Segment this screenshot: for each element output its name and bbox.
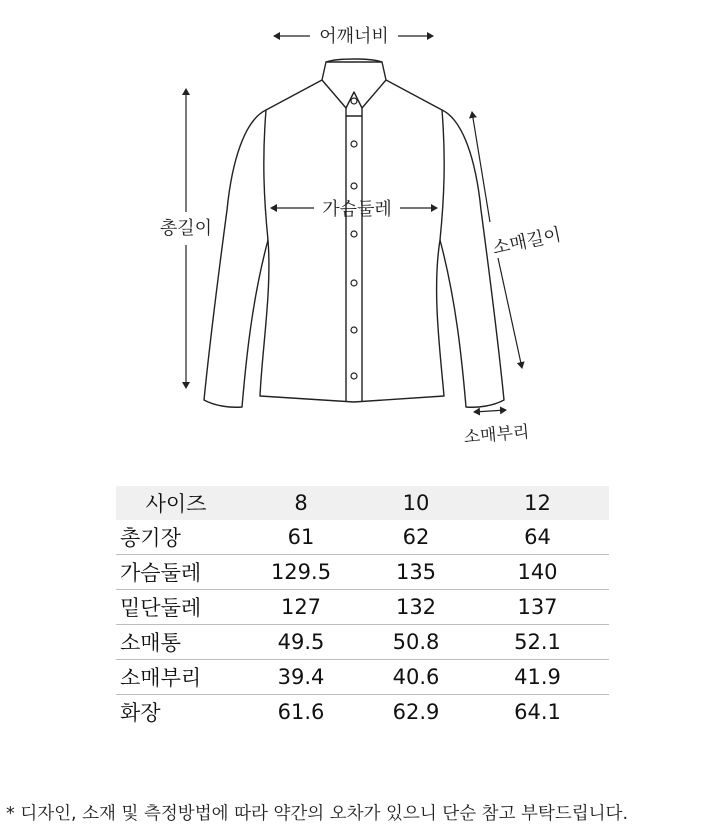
table-cell: 62.9 [392,700,440,724]
row-label: 밑단둘레 [120,596,202,620]
chest-label: 가슴둘레 [322,199,392,220]
total-length-label: 총길이 [159,218,213,239]
table-row [116,660,609,695]
header-size-12: 12 [524,491,551,515]
table-row [116,695,609,730]
table-row [116,520,609,555]
table-cell: 61.6 [277,700,325,724]
table-row [116,625,609,660]
table-cell: 129.5 [270,560,332,584]
cuff-label: 소매부리 [462,422,531,448]
table-cell: 62 [402,525,430,549]
header-size: 사이즈 [145,492,207,516]
row-label: 소매부리 [120,666,202,690]
header-size-8: 8 [294,491,308,515]
table-cell: 135 [395,560,437,584]
size-table-header-row [116,486,609,520]
table-cell: 50.8 [392,630,440,654]
table-cell: 41.9 [514,665,561,689]
sleeve-length-label: 소매길이 [490,224,564,260]
shoulder-width-label: 어깨너비 [319,26,389,47]
left-sleeve [204,110,271,407]
row-label: 총기장 [120,526,181,550]
cuff-indicator [463,410,530,448]
table-cell: 49.5 [277,630,325,654]
row-label: 가슴둘레 [120,561,202,585]
shoulder-width-indicator [274,26,433,47]
size-table [116,486,609,729]
table-row [116,555,609,590]
table-cell: 61 [287,525,315,549]
table-cell: 40.6 [392,665,440,689]
total-length-indicator [160,89,212,388]
row-label: 소매통 [120,631,181,655]
header-size-10: 10 [402,491,430,515]
table-cell: 137 [517,595,558,619]
table-cell: 39.4 [277,665,325,689]
disclaimer-note: * 디자인, 소재 및 측정방법에 따라 약간의 오차가 있으니 단순 참고 부탁드립니다. [6,804,629,824]
table-cell: 64 [524,525,551,549]
shirt-body [260,80,444,402]
row-label: 화장 [120,701,161,725]
table-cell: 52.1 [514,630,561,654]
table-cell: 64.1 [514,700,561,724]
table-cell: 127 [280,595,322,619]
table-cell: 132 [395,595,437,619]
table-cell: 140 [517,560,558,584]
table-row [116,590,609,625]
